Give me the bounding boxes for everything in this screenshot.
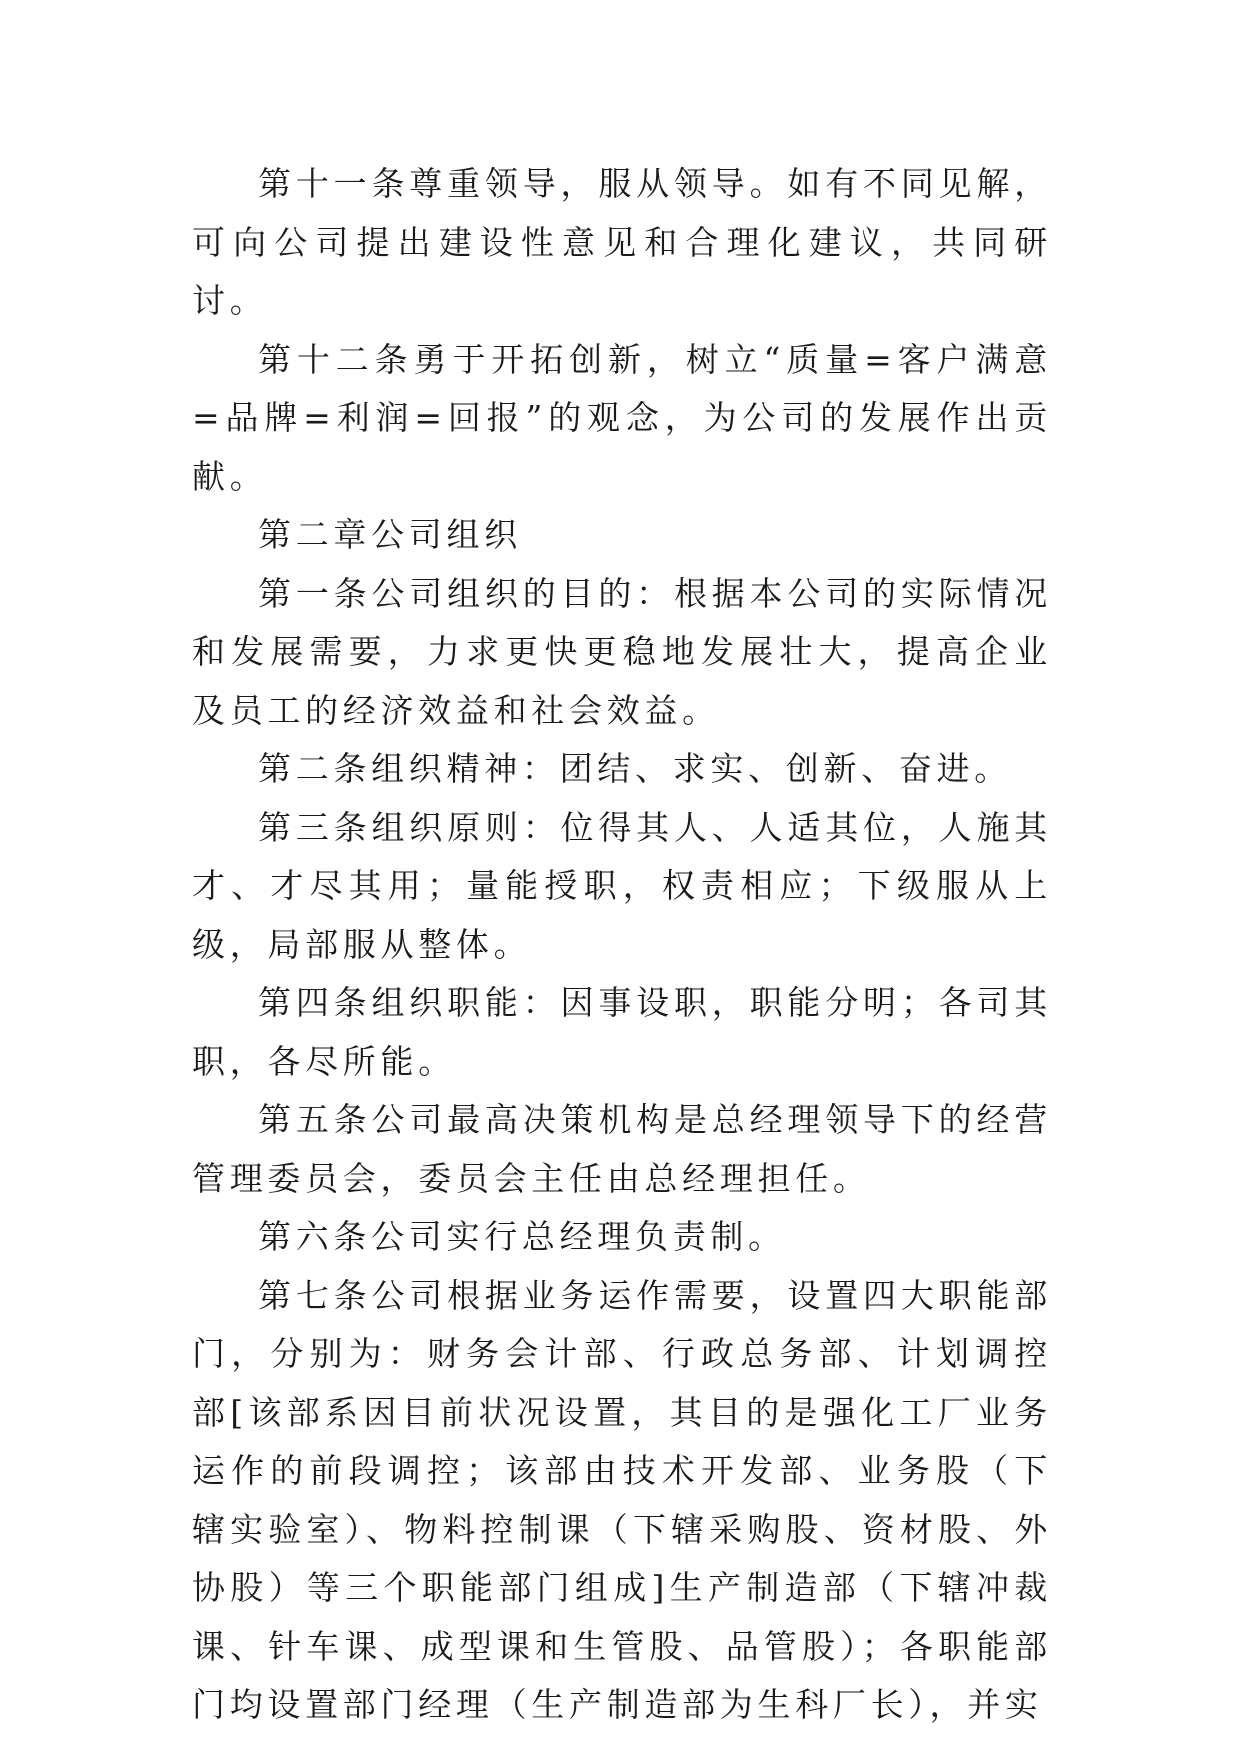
paragraph-org-article-2: 第二条组织精神：团结、求实、创新、奋进。 xyxy=(258,749,1012,788)
paragraph-org-article-6: 第六条公司实行总经理负责制。 xyxy=(258,1217,786,1256)
paragraph-org-article-1: 第一条公司组织的目的：根据本公司的实际情况和发展需要，力求更快更稳地发展壮大，提高企业及员工的经济效益和社会效益。 xyxy=(192,573,1052,730)
paragraph-org-article-4: 第四条组织职能：因事设职，职能分明；各司其职，各尽所能。 xyxy=(192,983,1052,1081)
paragraph-article-11: 第十一条尊重领导，服从领导。如有不同见解，可向公司提出建设性意见和合理化建议，共同研讨。 xyxy=(192,164,1052,320)
paragraph-org-article-5: 第五条公司最高决策机构是总经理领导下的经营管理委员会，委员会主任由总经理担任。 xyxy=(192,1100,1052,1198)
chapter-heading: 第二章公司组织 xyxy=(258,515,522,554)
paragraph-org-article-7: 第七条公司根据业务运作需要，设置四大职能部门，分别为：财务会计部、行政总务部、计划调控部[该部系因目前状况设置，其目的是强化工厂业务运作的前段调控；该部由技术开发部、业务股（下辖实验室）、物料控制课（下辖采购股、资材股、外协股）等三个职能部门组成]生产制造部（下辖冲裁课、针车课、成型课和生管股、品管股）；各职能部门均设置部门经理（生产制造部为生科厂长），并实 xyxy=(192,1275,1052,1724)
paragraph-article-12: 第十二条勇于开拓创新，树立“质量=客户满意=品牌=利润=回报”的观念，为公司的发展作出贡献。 xyxy=(192,339,1052,496)
paragraph-org-article-3: 第三条组织原则：位得其人、人适其位，人施其才、才尽其用；量能授职，权责相应；下级服从上级，局部服从整体。 xyxy=(192,807,1052,964)
document-body xyxy=(192,155,1052,1735)
